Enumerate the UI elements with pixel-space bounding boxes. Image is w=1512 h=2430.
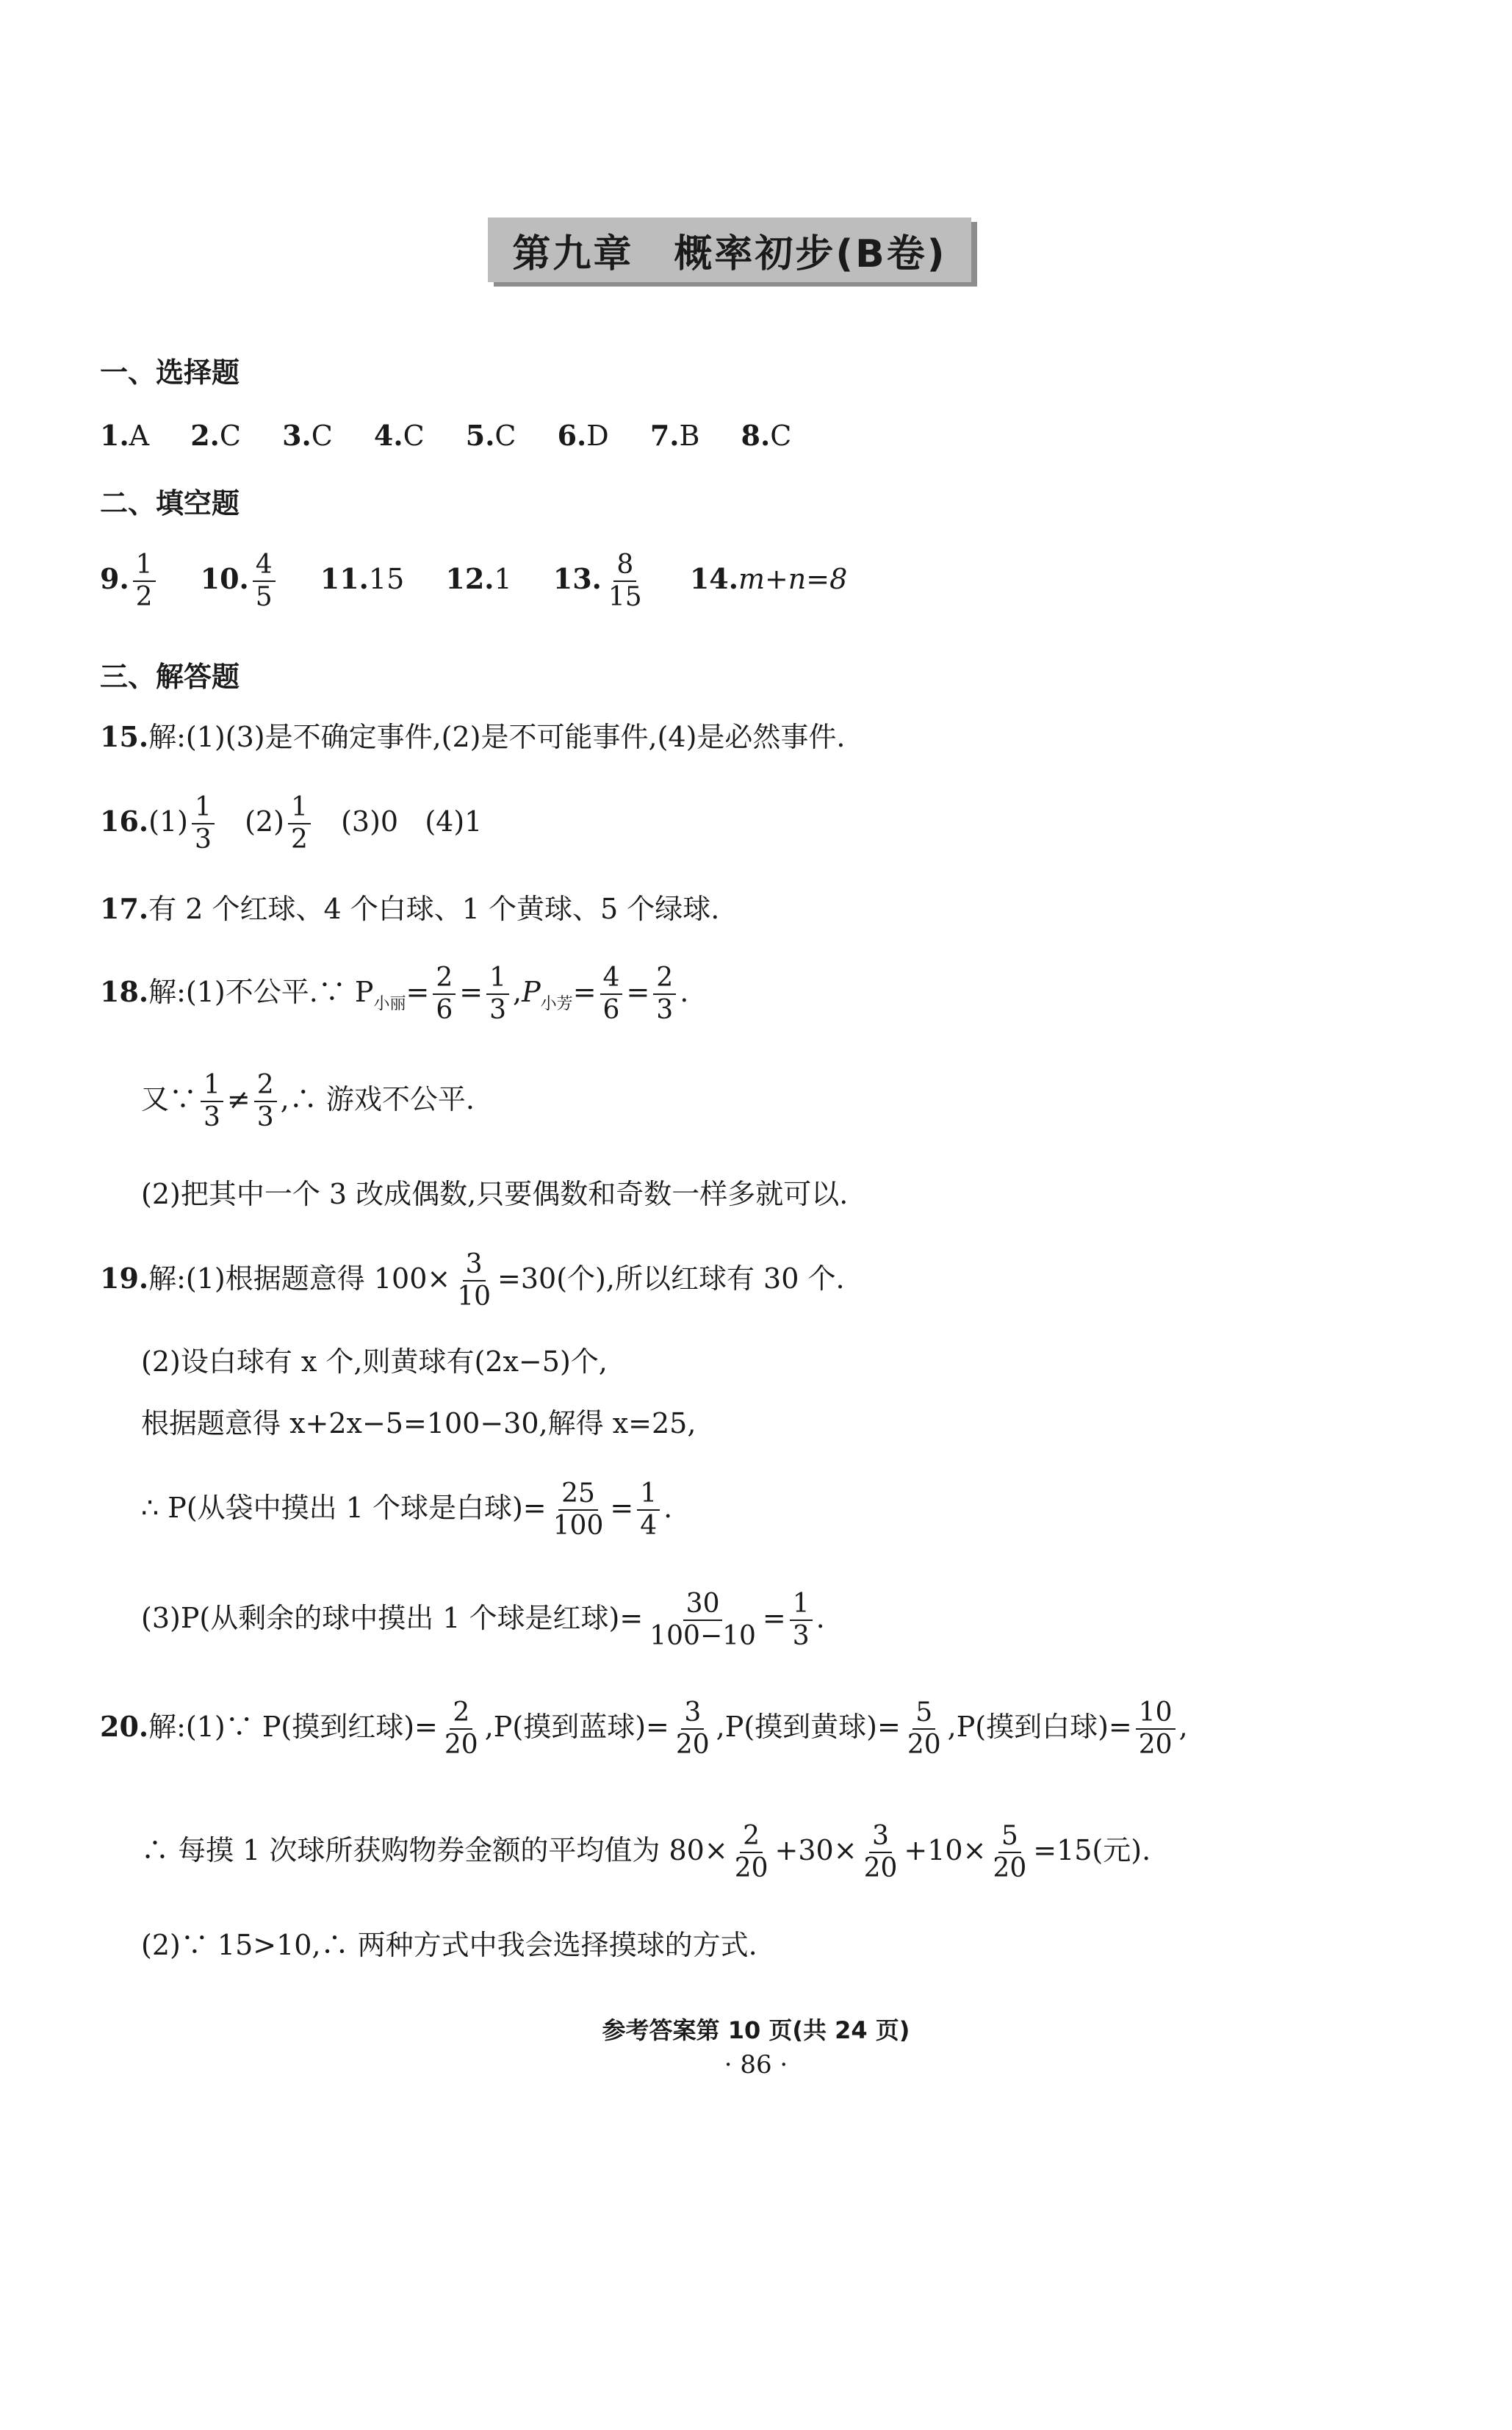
q17-line: 17.有 2 个红球、4 个白球、1 个黄球、5 个绿球. bbox=[100, 892, 720, 925]
choice-answers bbox=[100, 419, 824, 452]
footer-reference: 参考答案第 10 页(共 24 页) bbox=[602, 2016, 910, 2044]
q19-line5: (3)P(从剩余的球中摸出 1 个球是红球)= $\frac{30}{100-10}$ = $\frac{1}{3}$ . bbox=[141, 1589, 825, 1652]
q20-line2: ∴ 每摸 1 次球所获购物券金额的平均值为 80× $\frac{2}{20}$ +30× $\frac{3}{20}$ +10× $\frac{5}{20}$ =15(元). bbox=[141, 1821, 1151, 1884]
fraction: $\frac{1}{3}$ bbox=[790, 1589, 813, 1653]
section-heading-fill: 二、填空题 bbox=[100, 487, 240, 520]
fraction: $\frac{3}{20}$ bbox=[675, 1697, 710, 1761]
answer-item: 9. $\frac{1}{2}$ bbox=[100, 550, 159, 614]
answer-item: 7.B bbox=[649, 419, 700, 452]
fraction: $\frac{1}{4}$ bbox=[637, 1478, 660, 1542]
fraction: $\frac{1}{2}$ bbox=[133, 550, 156, 614]
q19-line2: (2)设白球有 x 个,则黄球有(2x−5)个, bbox=[141, 1345, 608, 1378]
answer-item: 6.D bbox=[557, 419, 609, 452]
fraction: $\frac{4}{6}$ bbox=[600, 963, 623, 1027]
answer-item: 3.C bbox=[282, 419, 333, 452]
fraction: $\frac{3}{10}$ bbox=[457, 1249, 492, 1312]
answer-item: 14.m+n=8 bbox=[689, 561, 848, 595]
fraction: $\frac{3}{20}$ bbox=[863, 1821, 898, 1884]
fraction: $\frac{2}{20}$ bbox=[444, 1697, 478, 1761]
fill-answers bbox=[100, 550, 879, 614]
q18-line2: 又∵ $\frac{1}{3}$ ≠ $\frac{2}{3}$ ,∴ 游戏不公平. bbox=[141, 1070, 475, 1133]
answer-item: 11.15 bbox=[320, 561, 405, 595]
answer-item: 2.C bbox=[190, 419, 241, 452]
answer-item: 10. $\frac{4}{5}$ bbox=[201, 550, 279, 614]
fraction: $\frac{4}{5}$ bbox=[253, 550, 276, 614]
q15-line: 15.解:(1)(3)是不确定事件,(2)是不可能事件,(4)是必然事件. bbox=[100, 720, 846, 753]
fraction: $\frac{2}{3}$ bbox=[653, 963, 676, 1027]
answer-item: 1.A bbox=[100, 419, 150, 452]
fraction: $\frac{2}{6}$ bbox=[433, 963, 456, 1027]
section-heading-solve: 三、解答题 bbox=[100, 661, 240, 693]
fraction: $\frac{1}{2}$ bbox=[288, 792, 311, 856]
fraction: $\frac{1}{3}$ bbox=[201, 1070, 223, 1134]
q19-line1: 19.解:(1)根据题意得 100× $\frac{3}{10}$ =30(个),所以红球有 30 个. bbox=[100, 1249, 845, 1312]
answer-item: 13. $\frac{8}{15}$ bbox=[553, 550, 649, 614]
answer-item: 12.1 bbox=[445, 561, 512, 595]
page-number: · 86 · bbox=[724, 2050, 788, 2079]
fraction: $\frac{1}{3}$ bbox=[486, 963, 509, 1027]
fraction: $\frac{30}{100-10}$ bbox=[649, 1589, 756, 1652]
fraction: $\frac{2}{3}$ bbox=[254, 1070, 277, 1134]
q18-line3: (2)把其中一个 3 改成偶数,只要偶数和奇数一样多就可以. bbox=[141, 1178, 849, 1210]
fraction: $\frac{25}{100}$ bbox=[552, 1478, 604, 1542]
q20-line3: (2)∵ 15>10,∴ 两种方式中我会选择摸球的方式. bbox=[141, 1929, 757, 1961]
q16-line: 16.(1) $\frac{1}{3}$ (2) $\frac{1}{2}$ (3)0 (4)1 bbox=[100, 792, 483, 855]
answer-item: 8.C bbox=[741, 419, 792, 452]
fraction: $\frac{5}{20}$ bbox=[993, 1821, 1027, 1884]
answer-item: 4.C bbox=[373, 419, 425, 452]
q19-line3: 根据题意得 x+2x−5=100−30,解得 x=25, bbox=[141, 1407, 696, 1439]
fraction: $\frac{5}{20}$ bbox=[907, 1697, 941, 1761]
fraction: $\frac{10}{20}$ bbox=[1136, 1697, 1176, 1761]
section-heading-choice: 一、选择题 bbox=[100, 356, 240, 389]
fraction: $\frac{2}{20}$ bbox=[734, 1821, 768, 1884]
q18-line1: 18.解:(1)不公平.∵ $P_{小丽}=$ $\frac{2}{6}$ = $\frac{1}{3}$ $,P_{小芳}=$ $\frac{4}{6}$ = $\frac{2}{3}$ . bbox=[100, 963, 689, 1026]
q19-line4: ∴ P(从袋中摸出 1 个球是白球)= $\frac{25}{100}$ = $\frac{1}{4}$ . bbox=[141, 1478, 673, 1542]
fraction: $\frac{8}{15}$ bbox=[608, 550, 642, 613]
fraction: $\frac{1}{3}$ bbox=[192, 792, 215, 856]
q20-line1: 20.解:(1)∵ P(摸到红球)= $\frac{2}{20}$ ,P(摸到蓝球)= $\frac{3}{20}$ ,P(摸到黄球)= $\frac{5}{20}$ ,P(摸到白球)= $\frac{10}{20}$ , bbox=[100, 1697, 1188, 1761]
answer-item: 5.C bbox=[465, 419, 516, 452]
chapter-title: 第九章 概率初步(B卷) bbox=[488, 218, 971, 282]
